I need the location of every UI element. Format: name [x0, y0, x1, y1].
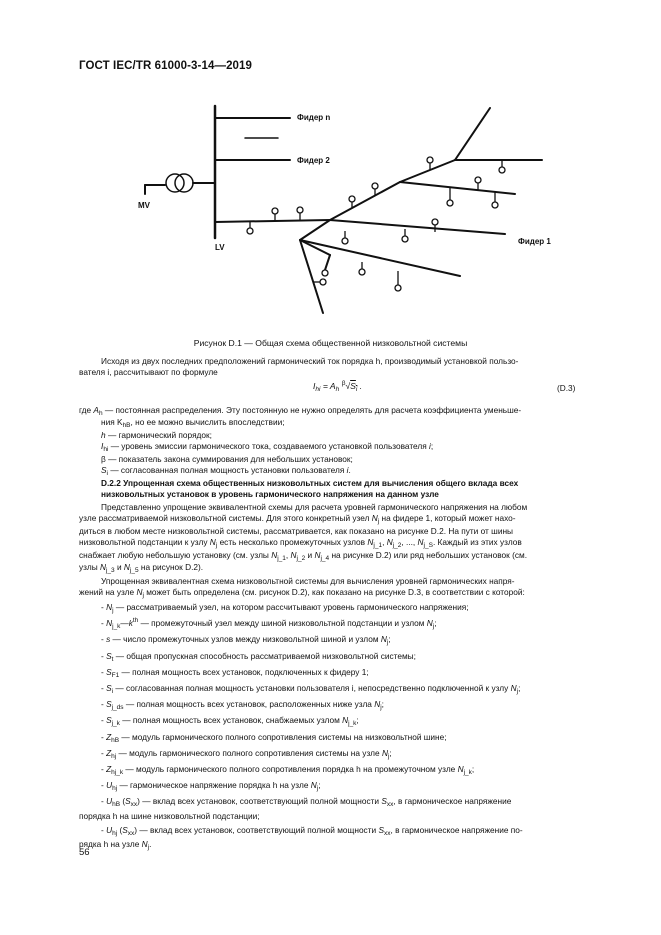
definitions-list: - $N_j$ — рассматриваемый узел, на котором рассчитывают уровень гармонического напряжения; - $N_{j\_k}—k^{th}$ — промежуточный узел между шиной низковольтной подстанции и узлом $N_j$; - s — число промежуточных узлов между низковольтной шиной и узлом $N_j$; - $S_t$ — общая пропускная способность рассматриваемой низковольтной системы; - $S_{F1}$ — полная мощность всех установок, подключенных к фидеру 1; - $S_i$ — согласованная полная мощность установки пользователя i, непосредственно подключенной к узлу $N_j$; - $S_{j\_ds}$ — полная мощность всех установок, расположенных ниже узла $N_j$; - $S_{j\_k}$ — полная мощность всех установок, снабжаемых узлом $N_{j\_k}$; - $Z_{hB}$ — модуль гармонического полного сопротивления системы на низковольтной шине; - $Z_{hj}$ — модуль гармонического полного сопротивления системы на узле $N_j$; - $Z_{hj\_k}$ — модуль гармонического полного сопротивления порядка h на промежуточном узле $N_{j\_k}$; - $U_{hj}$ — гармоническое напряжение порядка h на узле $N_j$; - $U_{hB}$ $(S_{xx})$ — вклад всех установок, соответствующий полной мощности $S_{xx}$, в гармоническое напряжение порядка h на шине низковольтной подстанции; - $U_{hj}$ $(S_{xx})$ — вклад всех установок, соответствующий полной мощности $S_{xx}$, в гармоническое напряжение по- рядка h на узле $N_j$. [79, 602, 523, 852]
lv-label: LV [215, 243, 225, 252]
section-heading: D.2.2 Упрощенная схема общественных низковольтных систем для вычисления общего вклада всех низковольтных установок в уровень гармонического напряжения на данном узле [101, 478, 519, 500]
document-header: ГОСТ IEC/TR 61000-3-14—2019 [79, 60, 253, 72]
paragraph-1: Представленно упрощение эквивалентной схемы для расчета уровней гармонического напряжения на любом узле рассматриваемой низковольтной системы. Для этого конкретный узел $N_j$ на фидере 1, который может нахо- диться в любом месте низковольтной системы, рассматривается, как показано на рисунке D.2. На пути от шины низковольтной подстанции к узлу $N_j$ есть несколько промежуточных узлов $N_{j\_1}$, $N_{j\_2}$, ..., $N_{j\_S}$. Каждый из этих узлов снабжает любую небольшую установку (см. узлы $N_{j\_1}$, $N_{j\_2}$ и $N_{j\_4}$ на рисунке D.2) или ряд небольших установок (см. узлы $N_{j\_3}$ и $N_{j\_5}$ на рисунок D.2). [79, 502, 528, 575]
feeder-2-label: Фидер 2 [297, 156, 330, 165]
mv-label: MV [138, 201, 150, 210]
feeder-n-label: Фидер n [297, 113, 331, 122]
feeder-1-label: Фидер 1 [518, 237, 551, 246]
figure-caption: Рисунок D.1 — Общая схема общественной низковольтной системы [193, 338, 468, 348]
where-block: где $A_h$ — постоянная распределения. Эту постоянную не нужно определять для расчета коэффициента уменьше- ния $K_{hB}$, но ее можно вычислить впоследствии; h — гармонический порядок; $I_{hi}$ — уровень эмиссии гармонического тока, создаваемого установкой пользователя i; β — показатель закона суммирования для небольших установок; $S_i$ — согласованная полная мощность установки пользователя i. [79, 405, 522, 478]
intro-paragraph: Исходя из двух последних предположений гармонический ток порядка h, производимый установкой пользо- вателя i, рассчитывают по формуле [79, 356, 519, 378]
formula-d3: $I_{hi} = A_h$ $^\beta√S_i$ . [313, 380, 363, 393]
formula-number: (D.3) [557, 383, 576, 393]
page-number: 56 [79, 847, 90, 858]
paragraph-2: Упрощенная эквивалентная схема низковольтной системы для вычисления уровней гармонических напря- жений на узле $N_j$ может быть определена (см. рисунок D.2), как показано на рисунке D.3, в соответствии с которой: [79, 576, 525, 600]
network-diagram [130, 98, 560, 336]
